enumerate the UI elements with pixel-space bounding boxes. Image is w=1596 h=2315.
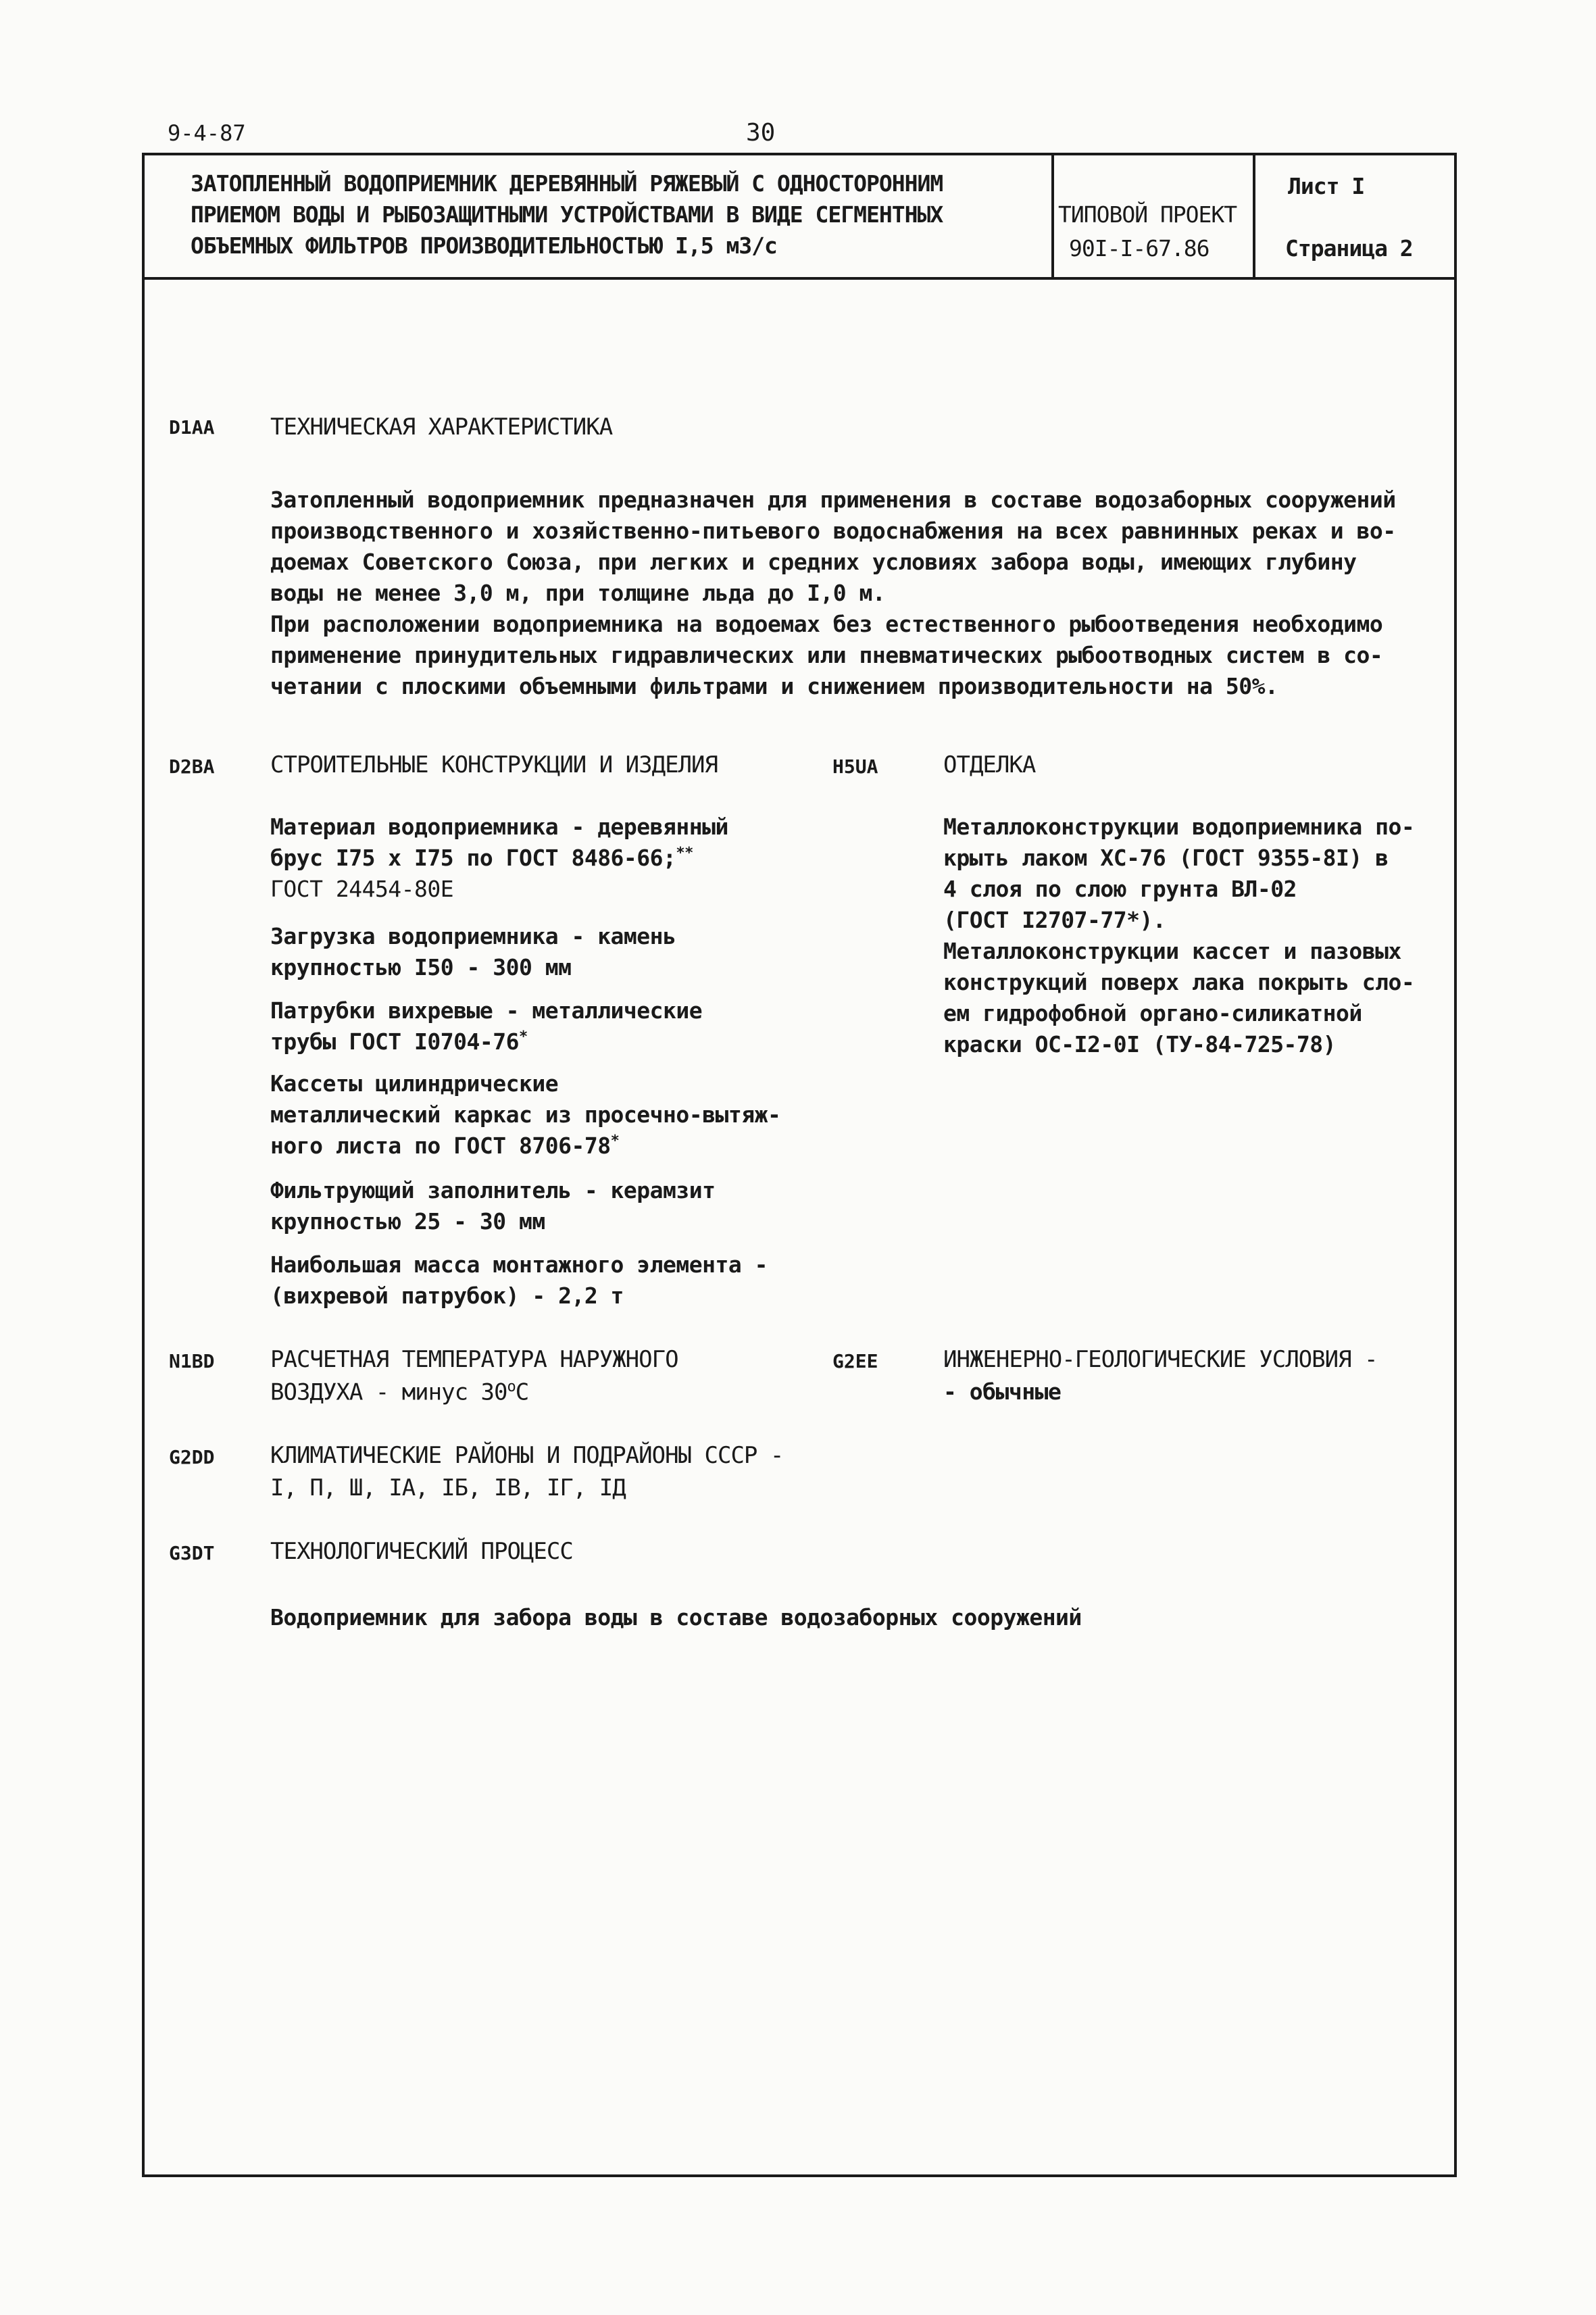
section-code: G2DD: [169, 1446, 215, 1468]
finish-line: краски ОС-I2-0I (ТУ-84-725-78): [943, 1031, 1337, 1057]
finish-line: Металлоконструкции водоприемника по-: [943, 814, 1415, 840]
construction-item-line: (вихревой патрубок) - 2,2 т: [270, 1283, 624, 1309]
section-heading: РАСЧЕТНАЯ ТЕМПЕРАТУРА НАРУЖНОГО: [270, 1346, 678, 1373]
title-line: ЗАТОПЛЕННЫЙ ВОДОПРИЕМНИК ДЕРЕВЯННЫЙ РЯЖЕВЫЙ С ОДНОСТОРОННИМ: [191, 170, 943, 197]
temperature-unit: С: [515, 1378, 529, 1406]
title-line: ОБЪЕМНЫХ ФИЛЬТРОВ ПРОИЗВОДИТЕЛЬНОСТЬЮ I,5 м3/с: [191, 232, 777, 259]
construction-item-line: ГОСТ 24454-80Е: [270, 876, 454, 902]
degree-mark: o: [507, 1378, 516, 1395]
construction-item-line: металлический каркас из просечно-вытяж-: [270, 1101, 781, 1128]
section-code: G3DT: [169, 1542, 215, 1564]
section-heading: КЛИМАТИЧЕСКИЕ РАЙОНЫ И ПОДРАЙОНЫ СССР -: [270, 1442, 784, 1469]
paragraph-line: воды не менее 3,0 м, при толщине льда до I,0 м.: [270, 580, 886, 606]
construction-item-line: Фильтрующий заполнитель - керамзит: [270, 1177, 716, 1203]
paragraph-line: При расположении водоприемника на водоемах без естественного рыбоотведения необходимо: [270, 611, 1383, 637]
section-heading: ТЕХНОЛОГИЧЕСКИЙ ПРОЦЕСС: [270, 1538, 573, 1565]
paragraph-line: Затопленный водоприемник предназначен для применения в составе водозаборных сооружений: [270, 487, 1396, 513]
finish-line: 4 слоя по слою грунта ВЛ-02: [943, 876, 1297, 902]
project-label: ТИПОВОЙ ПРОЕКТ: [1058, 201, 1237, 228]
construction-item-line: Материал водоприемника - деревянный: [270, 814, 728, 840]
section-code: N1BD: [169, 1350, 215, 1372]
construction-item-line: [270, 1132, 619, 1159]
sheet-label: Лист I: [1288, 173, 1365, 199]
construction-item-line: Наибольшая масса монтажного элемента -: [270, 1251, 768, 1278]
finish-line: Металлоконструкции кассет и пазовых: [943, 938, 1401, 964]
section-code: D1AA: [169, 416, 215, 439]
section-heading: ОТДЕЛКА: [943, 751, 1036, 778]
page-number: 30: [746, 119, 776, 147]
section-heading: ТЕХНИЧЕСКАЯ ХАРАКТЕРИСТИКА: [270, 414, 613, 441]
temperature-text: ВОЗДУХА - минус 30: [270, 1378, 507, 1406]
footnote-mark: *: [519, 1028, 528, 1045]
construction-item-line: Загрузка водоприемника - камень: [270, 923, 676, 949]
paragraph-line: применение принудительных гидравлических или пневматических рыбоотводных систем в со-: [270, 642, 1383, 668]
section-heading: СТРОИТЕЛЬНЫЕ КОНСТРУКЦИИ И ИЗДЕЛИЯ: [270, 751, 718, 778]
section-heading: ИНЖЕНЕРНО-ГЕОЛОГИЧЕСКИЕ УСЛОВИЯ -: [943, 1346, 1378, 1373]
title-block-divider: [1051, 153, 1054, 280]
section-code: D2BA: [169, 755, 215, 778]
construction-item-text: трубы ГОСТ I0704-76: [270, 1028, 519, 1055]
construction-item-text: брус I75 x I75 по ГОСТ 8486-66;: [270, 845, 676, 871]
finish-line: крыть лаком ХС-76 (ГОСТ 9355-8I) в: [943, 845, 1389, 871]
construction-item-line: Кассеты цилиндрические: [270, 1070, 559, 1097]
geology-value: - обычные: [943, 1378, 1062, 1405]
page-frame: [142, 153, 1457, 2177]
page-label: Страница 2: [1285, 235, 1413, 262]
construction-item-line: крупностью 25 - 30 мм: [270, 1208, 545, 1235]
construction-item-text: ного листа по ГОСТ 8706-78: [270, 1132, 611, 1159]
project-number: 90I-I-67.86: [1069, 235, 1210, 262]
document-code: 9-4-87: [168, 120, 246, 146]
finish-line: (ГОСТ I2707-77*).: [943, 907, 1166, 933]
construction-item-line: [270, 1028, 528, 1055]
construction-item-line: [270, 845, 693, 871]
section-code: H5UA: [832, 755, 878, 778]
section-code: G2EE: [832, 1350, 878, 1372]
footnote-mark: *: [610, 1132, 620, 1149]
paragraph-line: доемах Советского Союза, при легких и средних условиях забора воды, имеющих глубину: [270, 549, 1357, 575]
section-heading: [270, 1378, 528, 1405]
paragraph-line: четании с плоскими объемными фильтрами и снижением производительности на 50%.: [270, 673, 1278, 699]
construction-item-line: крупностью I50 - 300 мм: [270, 954, 572, 980]
paragraph-line: производственного и хозяйственно-питьевого водоснабжения на всех равнинных реках и во-: [270, 518, 1396, 544]
process-text: Водоприемник для забора воды в составе водозаборных сооружений: [270, 1604, 1082, 1631]
finish-line: ем гидрофобной органо-силикатной: [943, 1000, 1362, 1026]
construction-item-line: Патрубки вихревые - металлические: [270, 997, 703, 1024]
title-line: ПРИЕМОМ ВОДЫ И РЫБОЗАЩИТНЫМИ УСТРОЙСТВАМИ В ВИДЕ СЕГМЕНТНЫХ: [191, 201, 943, 228]
finish-line: конструкций поверх лака покрыть сло-: [943, 969, 1415, 995]
footnote-mark: **: [676, 845, 693, 862]
climate-regions: I, П, Ш, IА, IБ, IВ, IГ, IД: [270, 1474, 626, 1501]
title-block-divider: [1253, 153, 1255, 280]
